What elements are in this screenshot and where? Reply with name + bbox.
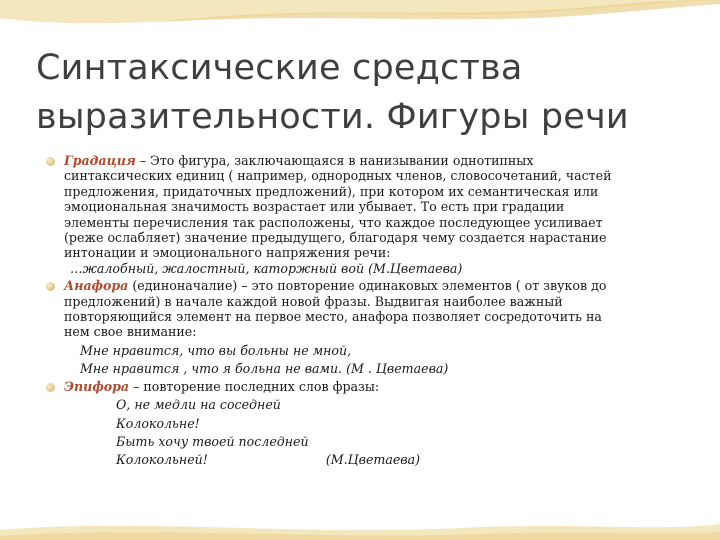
slide-title-line-1: Синтаксические средства xyxy=(36,48,523,88)
definition-line: (реже ослабляет) значение предыдущего, благодаря чему создается нарастание xyxy=(64,230,607,246)
definition-line: нем свое внимание: xyxy=(64,324,197,340)
example-line: Мне нравится , что я больна не вами. (М . Цветаева) xyxy=(80,361,449,377)
item-first-line xyxy=(64,278,684,293)
bullet-item-gradation xyxy=(44,153,684,276)
decorative-footer-wave xyxy=(0,510,720,540)
example-line: …жалобный, жалостный, каторжный вой (М.Цветаева) xyxy=(70,260,463,276)
bullet-item-anaphora xyxy=(44,278,684,376)
slide-title xyxy=(36,44,706,142)
decorative-header-wave xyxy=(0,0,720,40)
definition-line: – Это фигура, заключающаяся в нанизывании однотипных xyxy=(135,153,534,168)
item-first-line xyxy=(64,153,684,168)
example-text: Колокольней! xyxy=(116,452,208,468)
example-line: Быть хочу твоей последней xyxy=(116,433,309,449)
definition-line: – повторение последних слов фразы: xyxy=(129,378,380,394)
definition-line: синтаксических единиц ( например, однородных членов, словосочетаний, частей xyxy=(64,168,612,184)
example-line: Колокольне! xyxy=(116,415,200,431)
example-line: О, не медли на соседней xyxy=(116,397,281,413)
term-epiphora: Эпифора xyxy=(64,378,130,394)
bullet-dot-icon xyxy=(46,282,55,291)
bullet-dot-icon xyxy=(46,383,55,392)
definition-line: предложения, придаточных предложений), при котором их семантическая или xyxy=(64,183,599,199)
definition-line: элементы перечисления так расположены, что каждое последующее усиливает xyxy=(64,214,603,230)
example-line xyxy=(64,452,684,467)
definition-line: повторяющийся элемент на первое место, анафора позволяет сосредоточить на xyxy=(64,309,602,325)
definition-line: (единоначалие) – это повторение одинаковых элементов ( от звуков до xyxy=(128,278,607,294)
item-first-line xyxy=(64,379,684,394)
definition-line: эмоциональная значимость возрастает или убывает. То есть при градации xyxy=(64,199,565,215)
term-anaphora: Анафора xyxy=(64,278,129,294)
example-line: Мне нравится, что вы больны не мной, xyxy=(80,342,352,358)
definition-line: интонации и эмоционального напряжения речи: xyxy=(64,245,391,261)
bullet-dot-icon xyxy=(46,157,55,166)
slide-title-line-2: выразительности. Фигуры речи xyxy=(36,97,629,137)
example-source: (М.Цветаева) xyxy=(325,452,421,468)
bullet-list xyxy=(44,153,684,468)
term-gradation: Градация xyxy=(64,153,136,168)
bullet-item-epiphora xyxy=(44,379,684,468)
definition-line: предложений) в начале каждой новой фразы. Выдвигая наиболее важный xyxy=(64,293,563,309)
